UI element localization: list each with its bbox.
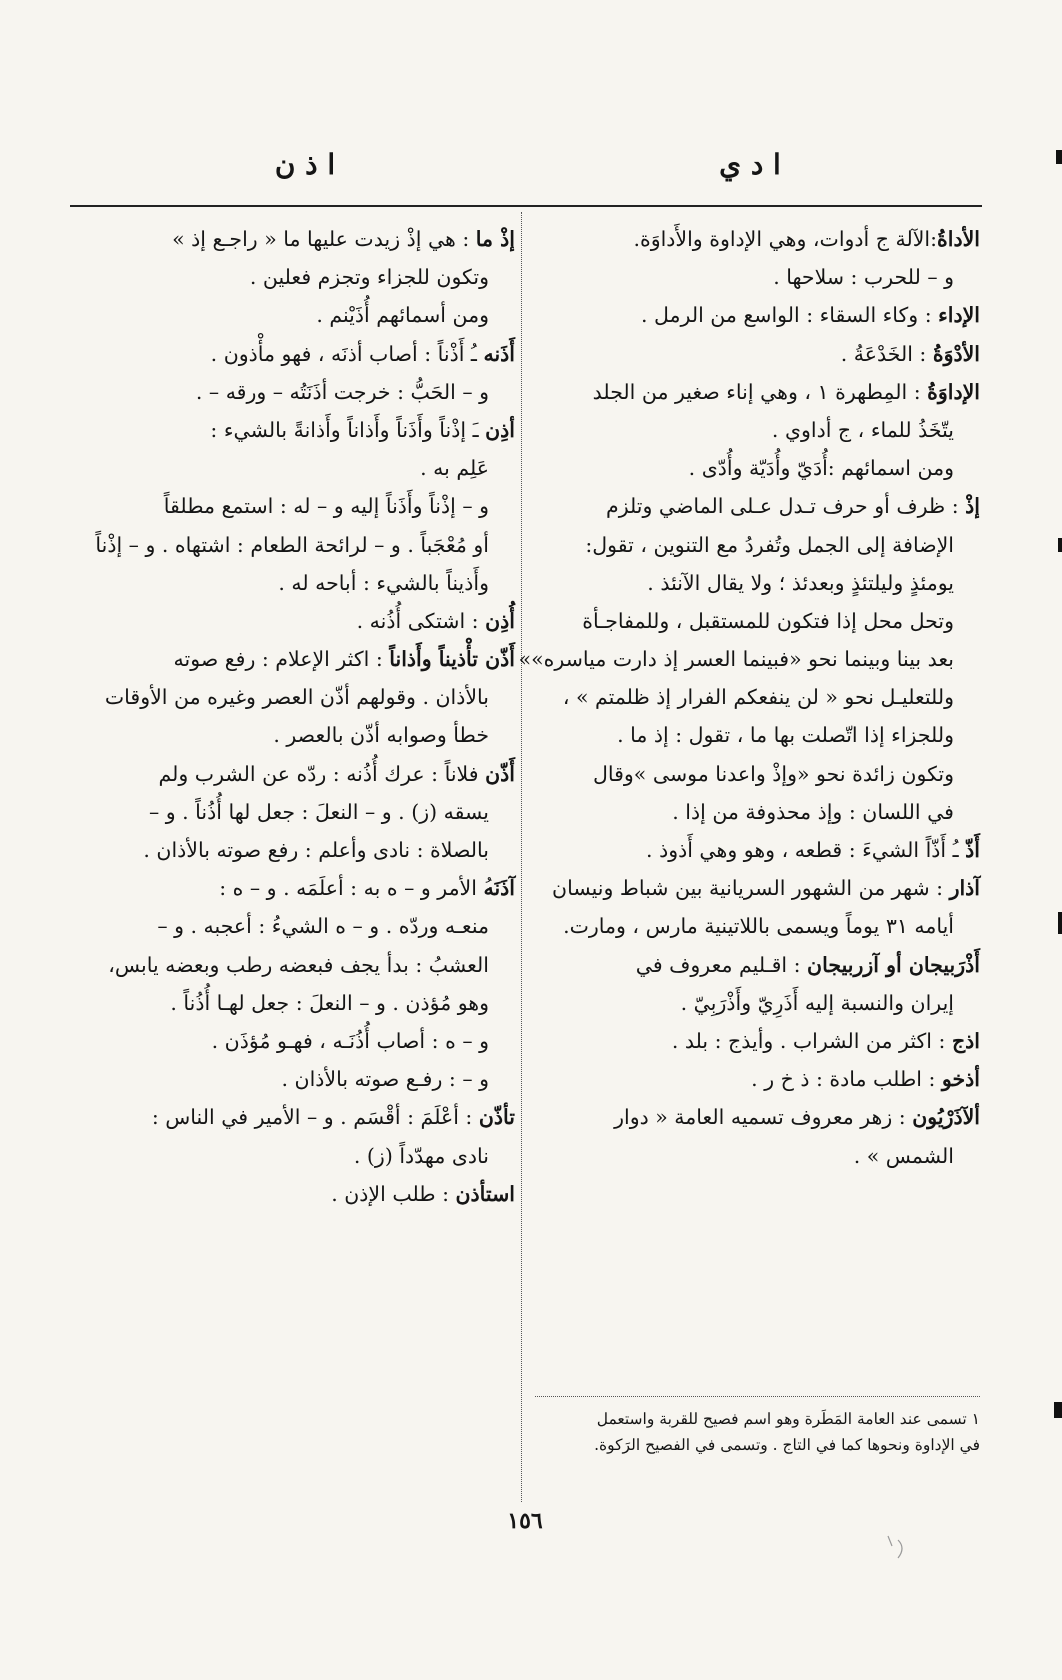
right-column-line bbox=[532, 1022, 980, 1060]
definition-text: بعد بينا وبينما نحو «فبينما العسر إذ دارت مياسره»» bbox=[518, 647, 954, 672]
headword: إذْ bbox=[965, 494, 980, 519]
definition-text: ومن اسمائهم :أُدَيّ وأُدَيّة وأُدّى . bbox=[688, 456, 954, 481]
definition-text: بالأذان . وقولهم أذّن العصر وغيره من الأوقات bbox=[104, 685, 489, 710]
definition-text: : اقـليم معروف في bbox=[635, 952, 808, 977]
definition-text: منعـه وردّه . و – ه الشيءُ : أعجبه . و – bbox=[157, 914, 489, 939]
left-column-line bbox=[75, 526, 515, 564]
headword: الإداء bbox=[938, 303, 980, 328]
right-column-line bbox=[532, 564, 980, 602]
left-column-line bbox=[75, 602, 515, 640]
footnote-rule bbox=[535, 1396, 980, 1397]
left-column-line bbox=[75, 449, 515, 487]
right-column-line bbox=[532, 907, 980, 945]
definition-text: : الخَدْعَةُ . bbox=[840, 341, 933, 366]
headword: استأذن bbox=[455, 1181, 515, 1206]
right-column-line bbox=[532, 755, 980, 793]
definition-text: في اللسان : وإذ محذوفة من إذا . bbox=[672, 799, 954, 824]
left-column-line bbox=[75, 869, 515, 907]
right-column-line bbox=[532, 602, 980, 640]
definition-text: و – إذْناً وأَذَناً إليه و – له : استمع مطلقاً bbox=[163, 494, 489, 519]
definition-text: : ظرف أو حرف تـدل عـلى الماضي وتلزم bbox=[606, 494, 966, 519]
left-column bbox=[75, 220, 515, 1213]
definition-text: يومئذٍ وليلتئذٍ وبعدئذ ؛ ولا يقال الآنئذ . bbox=[647, 570, 954, 595]
right-column-line bbox=[532, 411, 980, 449]
headword: أذخو bbox=[941, 1067, 980, 1092]
definition-text: : اكثر الإعلام : رفع صوته bbox=[173, 647, 390, 672]
pencil-mark bbox=[880, 1530, 920, 1570]
right-column-line bbox=[532, 220, 980, 258]
left-column-line bbox=[75, 411, 515, 449]
definition-text: ـُ أَذّاً الشيءَ : قطعه ، وهو وهي أَذوذ . bbox=[646, 838, 966, 862]
right-column-line bbox=[532, 831, 980, 869]
headword: ألآذَرْيُون bbox=[912, 1105, 980, 1130]
definition-text: وتكون زائدة نحو «وإذْ واعدنا موسى »وقال bbox=[592, 761, 954, 786]
right-column-line bbox=[532, 1137, 980, 1175]
left-column-line bbox=[75, 716, 515, 754]
headword: أَذَنه bbox=[483, 341, 515, 366]
right-column-line bbox=[532, 258, 980, 296]
definition-text: أيامه ٣١ يوماً ويسمى باللاتينية مارس ، ومارت. bbox=[563, 914, 954, 939]
definition-text: إيران والنسبة إليه أَذَرِيّ وأَذْرَبِيّ . bbox=[680, 990, 954, 1015]
left-column-line bbox=[75, 984, 515, 1022]
headword: أُذِن bbox=[485, 608, 515, 633]
right-column-line bbox=[532, 335, 980, 373]
definition-text: بالصلاة : نادى وأعلم : رفع صوته بالأذان . bbox=[143, 838, 489, 862]
definition-text: خطأ وصوابه أذّن بالعصر . bbox=[273, 723, 489, 748]
definition-text: : وكاء السقاء : الواسع من الرمل . bbox=[640, 303, 939, 328]
page-number: ١٥٦ bbox=[507, 1508, 543, 1534]
definition-text: ومن أسمائهم أُذَيْنم . bbox=[316, 303, 489, 328]
definition-text: و – للحرب : سلاحها . bbox=[773, 265, 954, 290]
right-column-line bbox=[532, 296, 980, 334]
left-column-line bbox=[75, 755, 515, 793]
right-column-line bbox=[518, 640, 980, 678]
headword: أَذّن bbox=[485, 761, 515, 786]
left-column-line bbox=[75, 296, 515, 334]
headword: آذَنَه bbox=[483, 876, 515, 901]
left-column-line bbox=[75, 1060, 515, 1098]
edge-mark-middle-right bbox=[1058, 538, 1062, 552]
definition-text: الإضافة إلى الجمل وتُفردُ مع التنوين ، تقول: bbox=[585, 532, 954, 557]
right-column-line bbox=[532, 984, 980, 1022]
definition-text: : اطلب مادة : ذ خ ر . bbox=[751, 1067, 942, 1092]
definition-text: عَلِم به . bbox=[420, 456, 489, 481]
left-column-line bbox=[75, 220, 515, 258]
left-column-line bbox=[75, 793, 515, 831]
headword: اذج bbox=[951, 1028, 980, 1053]
definition-text: فلاناً : عرك أُذُنه : ردّه عن الشرب ولم bbox=[158, 761, 486, 786]
right-column-line bbox=[532, 449, 980, 487]
definition-text: و – الحَبُّ : خرجت أذَنَتُه – ورقه – . bbox=[195, 379, 489, 404]
right-column-line bbox=[532, 946, 980, 984]
definition-text: :الآلة ج أدوات، وهي الإداوة والأَداوَة. bbox=[633, 227, 938, 251]
definition-text: : المِطهرة ١ ، وهي إناء صغير من الجلد bbox=[592, 379, 928, 404]
headword: الأدْوَةُ bbox=[932, 341, 980, 366]
definition-text: ـُ أَذْناً : أصاب أذنَه ، فهو مأْذون . bbox=[210, 341, 484, 366]
left-column-line bbox=[75, 1022, 515, 1060]
left-column-line bbox=[75, 907, 515, 945]
definition-text: : طلب الإذن . bbox=[331, 1181, 456, 1206]
definition-text: : شهر من الشهور السريانية بين شباط ونيسان bbox=[552, 876, 950, 901]
headword: الإداوَةُ bbox=[927, 379, 980, 404]
definition-text: وأَذيناً بالشيء : أباحه له . bbox=[278, 570, 489, 595]
right-column-line bbox=[532, 716, 980, 754]
column-divider bbox=[521, 212, 522, 1502]
definition-text: و – ه : أصاب أُذُنَـه ، فهـو مُؤذَن . bbox=[211, 1028, 489, 1053]
left-column-line bbox=[75, 1098, 515, 1136]
right-column-line bbox=[532, 1098, 980, 1136]
header-rule bbox=[70, 205, 982, 207]
left-column-line bbox=[75, 1175, 515, 1213]
left-column-line bbox=[75, 335, 515, 373]
footnote-line: في الإداوة ونحوها كما في التاج . وتسمى في الفصيح الرَكوة. bbox=[594, 1436, 980, 1454]
headword: إذْ ما bbox=[475, 227, 515, 251]
definition-text: وتحل محل إذا فتكون للمستقبل ، وللمفاجـأة bbox=[582, 608, 954, 633]
running-head-right: ا د ي bbox=[719, 148, 781, 181]
definition-text: وللجزاء إذا اتّصلت بها ما ، تقول : إذ ما . bbox=[617, 723, 954, 748]
right-column-line bbox=[532, 373, 980, 411]
right-column-line bbox=[532, 678, 980, 716]
definition-text: وهو مُؤذن . و – النعلَ : جعل لهـا أُذُناً . bbox=[170, 990, 489, 1015]
headword: أَذْرَبيجان أو آزربيجان bbox=[807, 952, 980, 977]
definition-text: العشبُ : بدأ يجف فبعضه رطب وبعضه يابس، bbox=[108, 952, 489, 977]
definition-text: يسقه (ز) . و – النعلَ : جعل لها أُذُناً . و – bbox=[148, 799, 489, 824]
left-column-line bbox=[75, 1137, 515, 1175]
headword: أَذّن تأْذيناً وأَذاناً bbox=[389, 647, 515, 672]
left-column-line bbox=[75, 831, 515, 869]
left-column-line bbox=[75, 946, 515, 984]
edge-mark-top-right bbox=[1056, 150, 1062, 164]
definition-text: نادى مهدّداً (ز) . bbox=[353, 1143, 489, 1168]
running-head-left: ا ذ ن bbox=[274, 148, 336, 181]
definition-text: : زهر معروف تسميه العامة « دوار bbox=[614, 1105, 913, 1130]
left-column-line bbox=[75, 487, 515, 525]
definition-text: : اكثر من الشراب . وأيذج : بلد . bbox=[671, 1028, 952, 1053]
right-column bbox=[518, 220, 980, 1175]
right-column-line bbox=[532, 869, 980, 907]
right-column-line bbox=[532, 793, 980, 831]
headword: أذِن bbox=[485, 417, 515, 442]
right-column-line bbox=[532, 1060, 980, 1098]
footnotes bbox=[532, 1406, 980, 1458]
headword: أَذّ bbox=[965, 838, 980, 862]
left-column-line bbox=[75, 373, 515, 411]
definition-text: يتّخَذُ للماء ، ج أداوي . bbox=[771, 417, 954, 442]
left-column-line bbox=[75, 640, 515, 678]
edge-mark-bottom-right bbox=[1054, 1402, 1062, 1418]
headword: آذار bbox=[949, 876, 980, 901]
definition-text: وتكون للجزاء وتجزم فعلين . bbox=[249, 265, 489, 290]
definition-text: ـَ إذْناً وأَذَناً وأَذاناً وأَذانةً بالشيء : bbox=[210, 417, 486, 442]
definition-text: : هي إذْ زيدت عليها ما « راجـع إذ » bbox=[172, 227, 476, 251]
definition-text: و – : رفـع صوته بالأذان . bbox=[281, 1067, 489, 1092]
edge-mark-lower-right bbox=[1058, 912, 1062, 934]
right-column-line bbox=[532, 487, 980, 525]
definition-text: : أعْلَمَ : أقْسَم . و – الأمير في الناس : bbox=[151, 1105, 479, 1130]
left-column-line bbox=[75, 678, 515, 716]
headword: تأذّن bbox=[478, 1105, 515, 1130]
definition-text: : اشتكى أُذُنه . bbox=[356, 608, 486, 633]
footnote-line: ١ تسمى عند العامة المَطَرة وهو اسم فصيح للقربة واستعمل bbox=[596, 1410, 980, 1428]
left-column-line bbox=[75, 564, 515, 602]
definition-text: وللتعليـل نحو « لن ينفعكم الفرار إذ ظلمتم » ، bbox=[562, 685, 954, 710]
right-column-line bbox=[532, 526, 980, 564]
headword: الأداةُ bbox=[937, 227, 980, 251]
definition-text: الشمس » . bbox=[853, 1143, 954, 1168]
definition-text: ُ الأمر و – ه به : أعلَمَه . و – ه : bbox=[219, 876, 484, 901]
left-column-line bbox=[75, 258, 515, 296]
definition-text: أو مُعْجَباً . و – لرائحة الطعام : اشتهاه . و – إذْناً bbox=[95, 532, 489, 557]
